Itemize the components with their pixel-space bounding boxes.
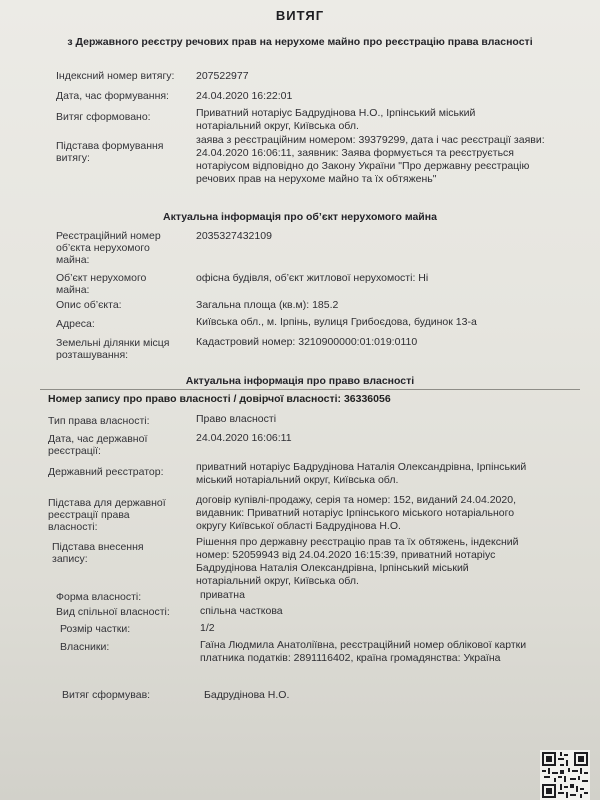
registration-date-label-line1: Дата, час державної (48, 433, 148, 445)
object-desc-value: Загальна площа (кв.м): 185.2 (196, 299, 339, 311)
formed-by-label: Витяг сформовано: (56, 111, 151, 123)
owners-value-line2: платника податків: 2891116402, країна громадянства: Україна (200, 652, 501, 664)
index-number-label: Індексний номер витягу: (56, 70, 175, 82)
object-reg-value: 2035327432109 (196, 230, 272, 242)
entry-basis-label-line1: Підстава внесення (52, 541, 144, 553)
extract-basis-line1: заява з реєстраційним номером: 39379299, дата і час реєстрації заяви: (196, 134, 545, 146)
rights-section-title: Актуальна інформація про право власності (185, 375, 415, 387)
formed-by-value-line2: нотаріальний округ, Київська обл. (196, 120, 359, 132)
address-label: Адреса: (56, 318, 95, 330)
owners-label: Власники: (60, 641, 110, 653)
registrar-value-line1: приватний нотаріус Бадрудінова Наталія Олександрівна, Ірпінський (196, 461, 527, 473)
ownership-form-value: приватна (200, 589, 245, 601)
entry-basis-line2: номер: 52059943 від 24.04.2020 16:15:39, приватний нотаріус (196, 549, 496, 561)
object-reg-label-line1: Реєстраційний номер (56, 230, 161, 242)
extract-basis-label-line2: витягу: (56, 152, 90, 164)
document-title: ВИТЯГ (275, 8, 325, 23)
object-reg-label-line2: об’єкта нерухомого (56, 242, 150, 254)
rights-basis-line2: видавник: Приватний нотаріус Ірпінського міського нотаріального (196, 507, 515, 519)
ownership-type-value: Право власності (196, 413, 277, 425)
ownership-record-number: Номер запису про право власності / довірчої власності: 36336056 (48, 393, 391, 405)
entry-basis-line3: Бадрудінова Наталія Олександрівна, Ірпінський міський (196, 562, 469, 574)
joint-ownership-value: спільна часткова (200, 605, 283, 617)
formation-date-value: 24.04.2020 16:22:01 (196, 90, 293, 102)
extract-basis-line3: нотаріусом відповідно до Закону України "Про державну реєстрацію (196, 160, 530, 172)
formed-by-footer-label: Витяг сформував: (62, 689, 151, 701)
index-number-value: 207522977 (196, 70, 249, 82)
share-size-label: Розмір частки: (60, 623, 131, 635)
object-section-title: Актуальна інформація про об’єкт нерухомого майна (163, 211, 437, 223)
extract-basis-line4: речових прав на нерухоме майно та їх обтяжень" (196, 173, 437, 185)
share-size-value: 1/2 (200, 622, 215, 634)
rights-basis-label-line3: власності: (48, 521, 98, 533)
registrar-label: Державний реєстратор: (48, 466, 164, 478)
owners-value-line1: Гаїна Людмила Анатоліївна, реєстраційний номер облікової картки (200, 639, 527, 651)
extract-basis-label-line1: Підстава формування (56, 140, 164, 152)
rights-basis-line1: договір купівлі-продажу, серія та номер: 152, виданий 24.04.2020, (196, 494, 516, 506)
qr-code (540, 750, 590, 800)
formed-by-value-line1: Приватний нотаріус Бадрудінова Н.О., Ірпінський міський (196, 107, 476, 119)
land-value: Кадастровий номер: 3210900000:01:019:0110 (196, 336, 418, 348)
registrar-value-line2: міський нотаріальний округ, Київська обл. (196, 474, 399, 486)
object-reg-label-line3: майна: (56, 254, 90, 266)
land-label-line1: Земельні ділянки місця (56, 337, 170, 349)
entry-basis-line4: нотаріальний округ, Київська обл. (196, 575, 359, 587)
divider (40, 389, 580, 390)
entry-basis-line1: Рішення про державну реєстрацію прав та їх обтяжень, індексний (196, 536, 519, 548)
registration-date-label-line2: реєстрації: (48, 445, 101, 457)
object-type-label-line1: Об’єкт нерухомого (56, 272, 147, 284)
rights-basis-label-line2: реєстрації права (48, 509, 130, 521)
ownership-type-label: Тип права власності: (48, 415, 150, 427)
address-value: Київська обл., м. Ірпінь, вулиця Грибоєдова, будинок 13-а (196, 316, 477, 328)
extract-basis-line2: 24.04.2020 16:06:11, заявник: Заява формується та реєструється (196, 147, 514, 159)
land-label-line2: розташування: (56, 349, 129, 361)
object-type-value: офісна будівля, об’єкт житлової нерухомості: Ні (196, 272, 429, 284)
rights-basis-label-line1: Підстава для державної (48, 497, 166, 509)
formation-date-label: Дата, час формування: (56, 90, 169, 102)
formed-by-footer-value: Бадрудінова Н.О. (204, 689, 290, 701)
joint-ownership-label: Вид спільної власності: (56, 606, 170, 618)
registration-date-value: 24.04.2020 16:06:11 (196, 432, 292, 444)
object-desc-label: Опис об’єкта: (56, 299, 122, 311)
ownership-form-label: Форма власності: (56, 591, 142, 603)
object-type-label-line2: майна: (56, 284, 90, 296)
document-subtitle: з Державного реєстру речових прав на нерухоме майно про реєстрацію права власності (67, 36, 533, 48)
rights-basis-line3: округу Київської області Бадрудінова Н.О. (196, 520, 401, 532)
entry-basis-label-line2: запису: (52, 553, 88, 565)
